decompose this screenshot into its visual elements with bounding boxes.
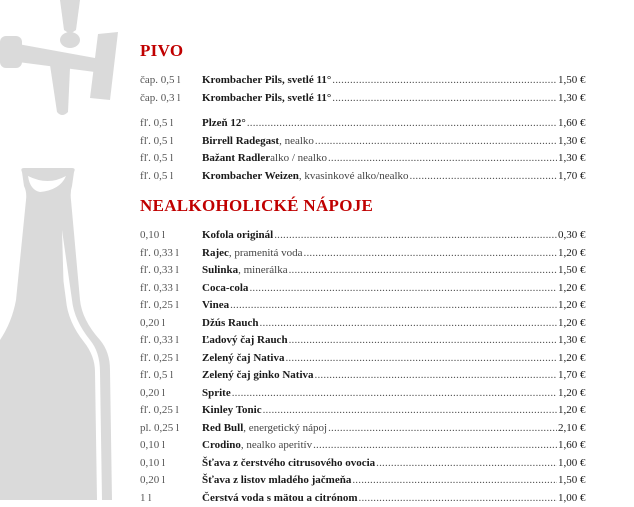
leader-dots bbox=[313, 437, 557, 455]
item-volume: 0,20 l bbox=[140, 472, 202, 490]
item-price: 1,20 € bbox=[558, 280, 620, 298]
leader-dots bbox=[289, 332, 557, 350]
item-volume: pl. 0,25 l bbox=[140, 420, 202, 438]
item-name: Sulinka bbox=[202, 262, 238, 280]
leader-dots bbox=[359, 490, 557, 507]
menu-item bbox=[140, 367, 620, 385]
item-volume: fľ. 0,5 l bbox=[140, 133, 202, 151]
beer-list bbox=[140, 72, 620, 185]
item-desc: , nealko bbox=[279, 133, 314, 151]
item-name: Krombacher Pils, svetlé 11° bbox=[202, 72, 331, 90]
item-name: Ľadový čaj Rauch bbox=[202, 332, 288, 350]
item-name: Vinea bbox=[202, 297, 229, 315]
leader-dots bbox=[315, 367, 557, 385]
leader-dots bbox=[410, 168, 557, 186]
item-price: 1,30 € bbox=[558, 332, 620, 350]
item-price: 1,20 € bbox=[558, 315, 620, 333]
item-price: 1,00 € bbox=[558, 490, 620, 507]
leader-dots bbox=[304, 245, 558, 263]
item-volume: 0,10 l bbox=[140, 227, 202, 245]
group-gap bbox=[140, 107, 620, 115]
item-price: 1,00 € bbox=[558, 455, 620, 473]
item-name: Birrell Radegast bbox=[202, 133, 279, 151]
item-price: 1,50 € bbox=[558, 262, 620, 280]
menu-item bbox=[140, 490, 620, 507]
item-price: 1,30 € bbox=[558, 133, 620, 151]
item-name: Krombacher Weizen bbox=[202, 168, 299, 186]
menu-item bbox=[140, 315, 620, 333]
item-volume: 0,10 l bbox=[140, 455, 202, 473]
menu-item bbox=[140, 350, 620, 368]
menu-item bbox=[140, 115, 620, 133]
leader-dots bbox=[249, 280, 557, 298]
item-volume: fľ. 0,33 l bbox=[140, 245, 202, 263]
item-name: Zelený čaj Nativa bbox=[202, 350, 284, 368]
leader-dots bbox=[285, 350, 557, 368]
item-name: Plzeň 12° bbox=[202, 115, 246, 133]
item-desc: , energetický nápoj bbox=[243, 420, 327, 438]
menu-item bbox=[140, 90, 620, 108]
item-volume: fľ. 0,33 l bbox=[140, 262, 202, 280]
item-name: Kinley Tonic bbox=[202, 402, 262, 420]
item-name: Sprite bbox=[202, 385, 231, 403]
item-name: Bažant Radler bbox=[202, 150, 270, 168]
menu-item bbox=[140, 402, 620, 420]
item-name: Džús Rauch bbox=[202, 315, 259, 333]
soft-drinks-list bbox=[140, 227, 620, 507]
item-price: 0,30 € bbox=[558, 227, 620, 245]
menu-item bbox=[140, 72, 620, 90]
item-volume: fľ. 0,5 l bbox=[140, 150, 202, 168]
item-name: Crodino bbox=[202, 437, 241, 455]
menu-item bbox=[140, 133, 620, 151]
leader-dots bbox=[376, 455, 557, 473]
item-price: 1,20 € bbox=[558, 350, 620, 368]
item-price: 1,30 € bbox=[558, 150, 620, 168]
item-name: Rajec bbox=[202, 245, 229, 263]
menu-item bbox=[140, 455, 620, 473]
item-volume: fľ. 0,5 l bbox=[140, 168, 202, 186]
item-volume: 1 l bbox=[140, 490, 202, 507]
item-name: Coca-cola bbox=[202, 280, 248, 298]
menu-item bbox=[140, 168, 620, 186]
item-name: Šťava z čerstvého citrusového ovocia bbox=[202, 455, 375, 473]
item-price: 1,20 € bbox=[558, 402, 620, 420]
item-volume: fľ. 0,25 l bbox=[140, 350, 202, 368]
item-volume: fľ. 0,33 l bbox=[140, 280, 202, 298]
leader-dots bbox=[332, 90, 557, 108]
leader-dots bbox=[315, 133, 557, 151]
menu-item bbox=[140, 472, 620, 490]
item-volume: 0,20 l bbox=[140, 385, 202, 403]
item-price: 1,70 € bbox=[558, 168, 620, 186]
menu-item bbox=[140, 437, 620, 455]
drinks-menu bbox=[140, 40, 620, 507]
item-desc: , kvasinkové alko/nealko bbox=[299, 168, 409, 186]
item-price: 1,60 € bbox=[558, 437, 620, 455]
item-price: 2,10 € bbox=[558, 420, 620, 438]
item-volume: fľ. 0,5 l bbox=[140, 115, 202, 133]
item-price: 1,20 € bbox=[558, 297, 620, 315]
item-price: 1,50 € bbox=[558, 472, 620, 490]
item-name: Red Bull bbox=[202, 420, 243, 438]
item-price: 1,30 € bbox=[558, 90, 620, 108]
leader-dots bbox=[230, 297, 557, 315]
leader-dots bbox=[263, 402, 557, 420]
menu-item bbox=[140, 150, 620, 168]
item-volume: fľ. 0,5 l bbox=[140, 367, 202, 385]
item-price: 1,50 € bbox=[558, 72, 620, 90]
menu-item bbox=[140, 332, 620, 350]
menu-item bbox=[140, 420, 620, 438]
decoration-column bbox=[0, 0, 140, 500]
menu-item bbox=[140, 385, 620, 403]
beer-tap-icon bbox=[0, 0, 140, 500]
leader-dots bbox=[274, 227, 557, 245]
section-title-soft-drinks: NEALKOHOLICKÉ NÁPOJE bbox=[140, 195, 620, 217]
menu-item bbox=[140, 297, 620, 315]
leader-dots bbox=[247, 115, 557, 133]
leader-dots bbox=[328, 420, 557, 438]
item-name: Šťava z listov mladého jačmeňa bbox=[202, 472, 351, 490]
leader-dots bbox=[332, 72, 557, 90]
item-price: 1,70 € bbox=[558, 367, 620, 385]
item-name: Zelený čaj ginko Nativa bbox=[202, 367, 314, 385]
item-desc: , pramenitá voda bbox=[229, 245, 303, 263]
leader-dots bbox=[289, 262, 557, 280]
item-name: Čerstvá voda s mätou a citrónom bbox=[202, 490, 358, 507]
menu-item bbox=[140, 245, 620, 263]
item-price: 1,20 € bbox=[558, 385, 620, 403]
item-volume: čap. 0,3 l bbox=[140, 90, 202, 108]
menu-item bbox=[140, 227, 620, 245]
item-volume: fľ. 0,33 l bbox=[140, 332, 202, 350]
item-desc: , minerálka bbox=[238, 262, 287, 280]
item-desc: alko / nealko bbox=[270, 150, 327, 168]
menu-item bbox=[140, 280, 620, 298]
leader-dots bbox=[328, 150, 557, 168]
item-volume: fľ. 0,25 l bbox=[140, 297, 202, 315]
leader-dots bbox=[260, 315, 557, 333]
item-volume: čap. 0,5 l bbox=[140, 72, 202, 90]
item-price: 1,20 € bbox=[558, 245, 620, 263]
item-name: Kofola originál bbox=[202, 227, 273, 245]
item-name: Krombacher Pils, svetlé 11° bbox=[202, 90, 331, 108]
item-desc: , nealko aperitív bbox=[241, 437, 312, 455]
item-price: 1,60 € bbox=[558, 115, 620, 133]
leader-dots bbox=[352, 472, 557, 490]
item-volume: fľ. 0,25 l bbox=[140, 402, 202, 420]
section-title-pivo: PIVO bbox=[140, 40, 620, 62]
leader-dots bbox=[232, 385, 557, 403]
item-volume: 0,10 l bbox=[140, 437, 202, 455]
item-volume: 0,20 l bbox=[140, 315, 202, 333]
menu-item bbox=[140, 262, 620, 280]
